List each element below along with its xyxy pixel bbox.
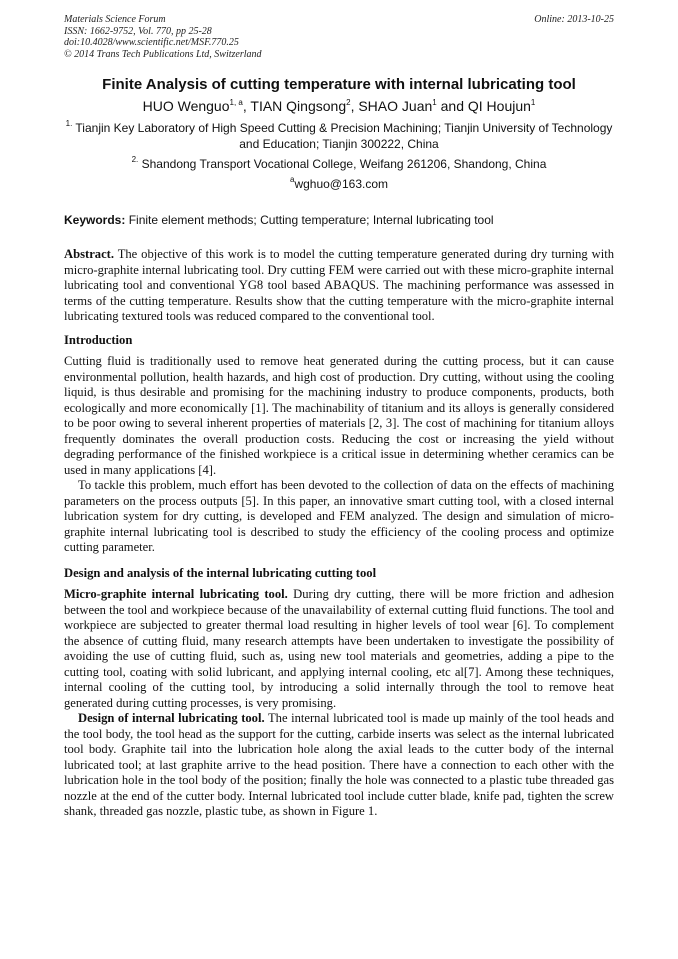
design-paragraph-2-lead: Design of internal lubricating tool. <box>78 711 265 725</box>
author-name: SHAO Juan <box>358 98 433 114</box>
journal-header <box>64 14 614 60</box>
author-sep: and <box>436 98 468 114</box>
section-heading-introduction: Introduction <box>64 332 133 347</box>
copyright-line: © 2014 Trans Tech Publications Ltd, Switzerland <box>64 48 262 60</box>
keywords-label: Keywords: <box>64 213 126 227</box>
email-address[interactable]: wghuo@163.com <box>294 177 389 191</box>
intro-paragraph-1: Cutting fluid is traditionally used to remove heat generated during the cutting process, but it can cause environmental pollution, health hazards, and high cost of production. Dry cutting, without using the cooling liquid, is thus desirable and promising for the machining industry to produce components, products, both ecologically and more economically [1]. The machinability of titanium and its alloys is generally considered to be poor owing to several inherent properties of materials [2, 3]. The cost of machining for titanium alloys frequently dominates the overall production costs. Reducing the cost or increasing the yield without degrading performance of the finished workpiece is a critical issue in determining whether ceramics can be used in many applications [4]. <box>64 354 614 477</box>
affiliation-text: Tianjin Key Laboratory of High Speed Cutting & Precision Machining; Tianjin University of Technology and Education; Tianjin 300222, China <box>75 121 613 151</box>
abstract-text: The objective of this work is to model the cutting temperature generated during dry turning with micro-graphite internal lubricating tool. Dry cutting FEM were carried out with these micro-graphite internal lubricating tool and conventional YG8 tool based ABAQUS. The machining performance was assessed in terms of the cutting temperature. Results show that the cutting temperature with the micro-graphite internal lubricating textured tools was reduced compared to the conventional tool. <box>64 247 614 323</box>
keywords-text: Finite element methods; Cutting temperature; Internal lubricating tool <box>128 213 494 227</box>
affiliation-sup: 1. <box>65 119 73 128</box>
design-paragraph-2 <box>64 711 614 820</box>
design-paragraph-1 <box>64 587 614 711</box>
affiliation-text: Shandong Transport Vocational College, Weifang 261206, Shandong, China <box>141 157 547 171</box>
journal-name: Materials Science Forum <box>64 14 166 25</box>
affiliation-2 <box>64 156 614 172</box>
paper-title: Finite Analysis of cutting temperature with internal lubricating tool <box>102 76 576 93</box>
affiliation-1 <box>64 120 614 152</box>
affiliation-sup: 2. <box>131 155 139 164</box>
author-sup: 1 <box>432 98 437 107</box>
issn-line: ISSN: 1662-9752, Vol. 770, pp 25-28 <box>64 25 212 37</box>
design-paragraph-1-text: During dry cutting, there will be more friction and adhesion between the tool and workpiece because of the unavailability of external cutting fluid functions. The tool and workpiece are subjected to greater thermal load resulting in higher levels of tool wear [6]. To complement the absence of cutting fluid, many research attempts have been undertaken to investigate the possibility of avoiding the use of cutting fluid, such as, using new tool materials and geometries, adding a pipe to the cutting tool, coating with solid lubricant, and applying internal cooling, etc al[7]. Among these techniques, internal cooling of the cutting tool, by introducing a solid internally through the tool to remove heat generated during cutting processes, is very promising. <box>64 587 614 710</box>
contact-email <box>64 176 614 192</box>
author-sep: , <box>242 98 251 114</box>
author-list <box>64 97 614 116</box>
section-heading-design: Design and analysis of the internal lubricating cutting tool <box>64 565 377 580</box>
design-paragraph-2-text: The internal lubricated tool is made up mainly of the tool heads and the tool body, the tool head as the support for the cutting, carbide inserts was select as the internal lubricated tool body. Graphite tail into the lubrication hole along the axial leads to the cutter body of the internal lubricated tool; at last graphite arrive to the head position. There have a connection to each other with the lubrication hole in the tool body of the position; finally the hole was connected to a plastic tube threaded gas nozzle at the end of the cutter body. Internal lubricated tool include cutter blade, knife pad, tighten the screw shank, threaded gas nozzle, plastic tube, as shown in Figure 1. <box>64 711 615 818</box>
intro-paragraph-2: To tackle this problem, much effort has been devoted to the collection of data on the effects of machining parameters on the process outputs [5]. In this paper, an innovative smart cutting tool, with a closed internal lubrication system for dry cutting, is developed and FEM analyzed. The design and simulation of micro-graphite internal lubricating tool is described to study the efficiency of the cooling process and optimize cutting parameter. <box>64 478 614 554</box>
abstract <box>64 247 614 325</box>
keywords <box>64 213 614 228</box>
design-paragraph-1-lead: Micro-graphite internal lubricating tool. <box>64 587 288 601</box>
author-sup: 2 <box>346 98 351 107</box>
author-name: QI Houjun <box>467 98 531 114</box>
abstract-label: Abstract. <box>64 247 115 261</box>
online-date: Online: 2013-10-25 <box>534 14 614 25</box>
author-sep: , <box>350 98 359 114</box>
email-sup: a <box>289 175 295 184</box>
author-name: HUO Wenguo <box>142 98 230 114</box>
doi-line[interactable]: doi:10.4028/www.scientific.net/MSF.770.25 <box>64 37 239 48</box>
paper-page <box>64 14 614 820</box>
author-name: TIAN Qingsong <box>250 98 347 114</box>
author-sup: 1 <box>530 98 536 107</box>
author-sup: 1, a <box>229 98 243 107</box>
